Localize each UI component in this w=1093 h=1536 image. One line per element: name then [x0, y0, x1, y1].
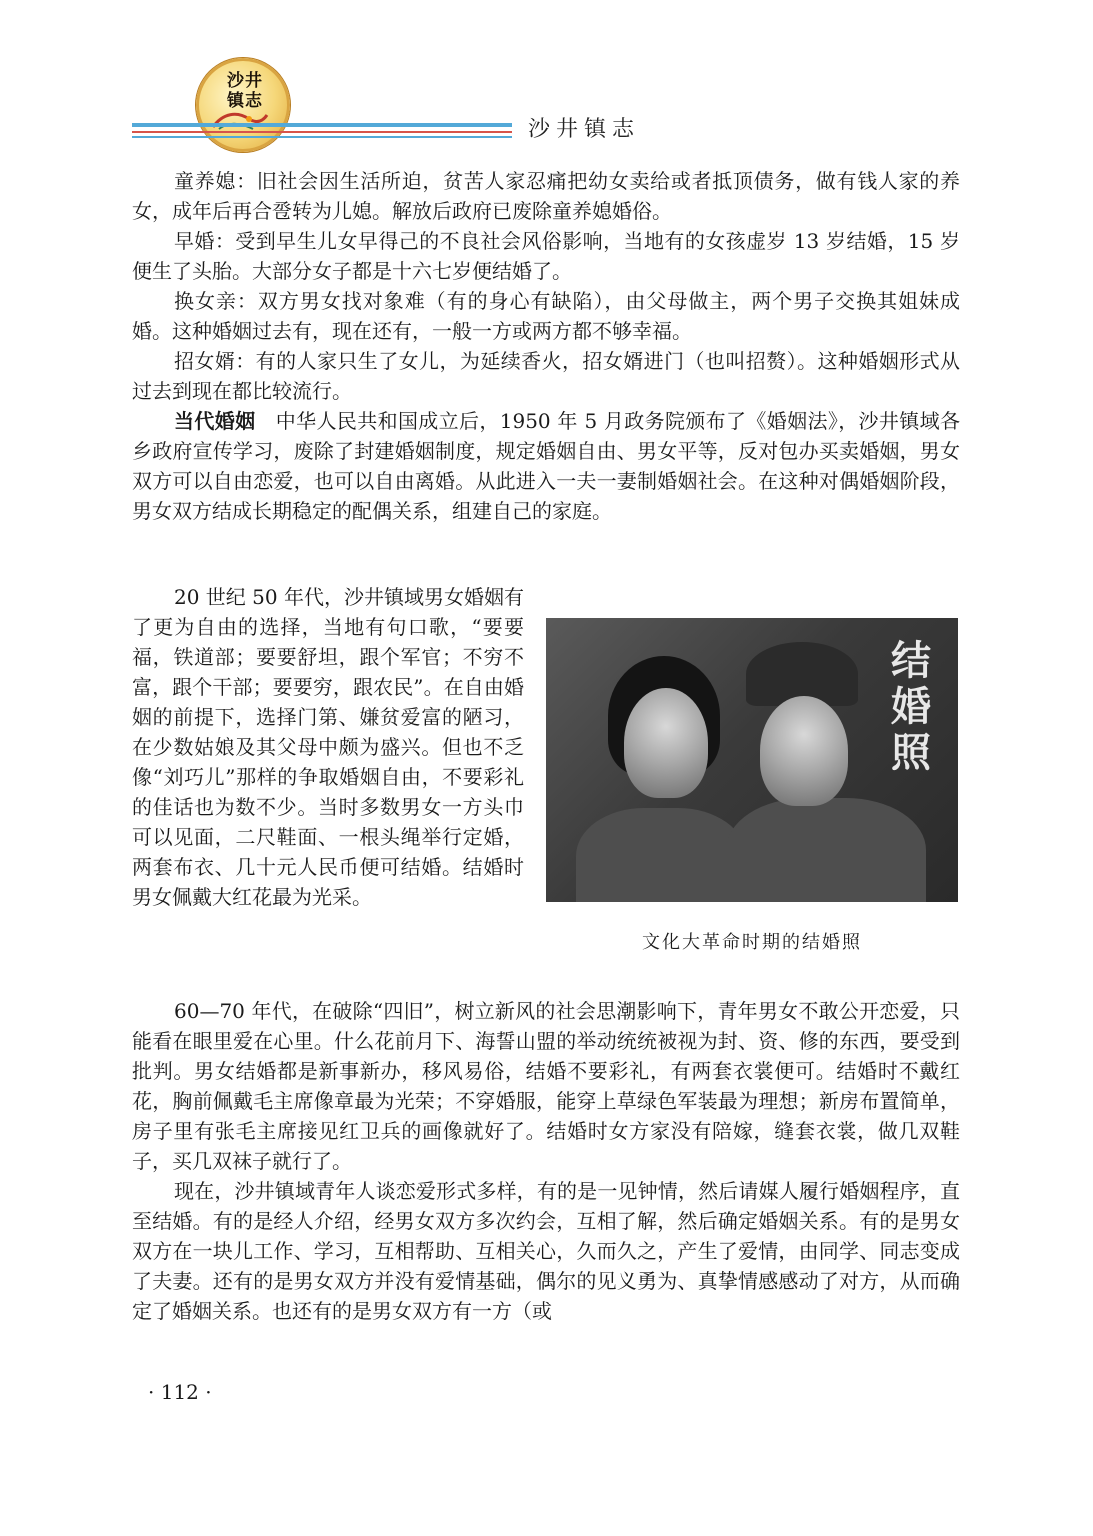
- header-rule-blue: [132, 123, 512, 127]
- wedding-photo: [546, 618, 958, 902]
- contemporary-text: 中华人民共和国成立后，1950 年 5 月政务院颁布了《婚姻法》，沙井镇域各乡政府宣传学习，废除了封建婚姻制度，规定婚姻自由、男女平等，反对包办买卖婚姻，男女双方可以自由恋爱，也可以自由离婚。从此进入一夫一妻制婚姻社会。在这种对偶婚姻阶段，男女双方结成长期稳定的配偶关系，组建自己的家庭。: [132, 409, 960, 523]
- paragraph-present: 现在，沙井镇域青年人谈恋爱形式多样，有的是一见钟情，然后请媒人履行婚姻程序，直至结婚。有的是经人介绍，经男女双方多次约会，互相了解，然后确定婚姻关系。有的是男女双方在一块儿工作、学习，互相帮助、互相关心，久而久之，产生了爱情，由同学、同志变成了夫妻。还有的是男女双方并没有爱情基础，偶尔的见义勇为、真挚情感感动了对方，从而确定了婚姻关系。也还有的是男女双方有一方（或: [132, 1179, 960, 1323]
- paragraph-early-marriage: 早婚：受到早生儿女早得己的不良社会风俗影响，当地有的女孩虚岁 13 岁结婚，15 岁便生了头胎。大部分女子都是十六七岁便结婚了。: [132, 229, 960, 283]
- body-text-top: [132, 166, 960, 526]
- paragraph-tongyangxi: 童养媳：旧社会因生活所迫，贫苦人家忍痛把幼女卖给或者抵顶债务，做有钱人家的养女，成年后再合卺转为儿媳。解放后政府已废除童养媳婚俗。: [132, 169, 960, 223]
- paragraph-son-in-law: 招女婿：有的人家只生了女儿，为延续香火，招女婿进门（也叫招赘）。这种婚姻形式从过去到现在都比较流行。: [132, 349, 960, 403]
- paragraph-exchange-marriage: 换女亲：双方男女找对象难（有的身心有缺陷），由父母做主，两个男子交换其姐妹成婚。这种婚姻过去有，现在还有，一般一方或两方都不够幸福。: [132, 289, 960, 343]
- section-heading: 当代婚姻: [174, 409, 256, 433]
- woman-face: [624, 688, 708, 798]
- page-header: [0, 0, 1093, 150]
- woman-body: [576, 808, 746, 902]
- header-rule-blue-thin: [132, 136, 512, 138]
- emblem-text: 沙井 镇志: [227, 71, 263, 111]
- paragraph-1960s-70s: 60—70 年代，在破除“四旧”，树立新风的社会思潮影响下，青年男女不敢公开恋爱，只能看在眼里爱在心里。什么花前月下、海誓山盟的举动统统被视为封、资、修的东西，要受到批判。男女结婚都是新事新办，移风易俗，结婚不要彩礼，有两套衣裳便可。结婚时不戴红花，胸前佩戴毛主席像章最为光荣；不穿婚服，能穿上草绿色军装最为理想；新房布置简单，房子里有张毛主席接见红卫兵的画像就好了。结婚时女方家没有陪嫁，缝套衣裳，做几双鞋子，买几双袜子就行了。: [132, 999, 960, 1173]
- photo-caption: 文化大革命时期的结婚照: [642, 932, 862, 953]
- man-body: [726, 798, 926, 902]
- body-text-bottom: [132, 996, 960, 1326]
- header-rule-red: [132, 131, 512, 133]
- running-title: 沙井镇志: [528, 117, 641, 142]
- paragraph-1950s: 20 世纪 50 年代，沙井镇域男女婚姻有了更为自由的选择，当地有句口歌，“要要福，铁道部；要要舒坦，跟个军官；不穷不富，跟个干部；要要穷，跟农民”。在自由婚姻的前提下，选择门第、嫌贫爱富的陋习，在少数姑娘及其父母中颇为盛兴。但也不乏像“刘巧儿”那样的争取婚姻自由，不要彩礼的佳话也为数不少。当时多数男女一方头巾可以见面，二尺鞋面、一根头绳举行定婚，两套布衣、几十元人民币便可结婚。结婚时男女佩戴大红花最为光采。: [132, 585, 524, 909]
- wrapped-column: [132, 582, 524, 912]
- paragraph-contemporary-marriage: [132, 406, 960, 526]
- page-number: · 112 ·: [148, 1380, 212, 1404]
- photo-inscription: 结婚照: [891, 637, 931, 776]
- man-face: [760, 696, 848, 806]
